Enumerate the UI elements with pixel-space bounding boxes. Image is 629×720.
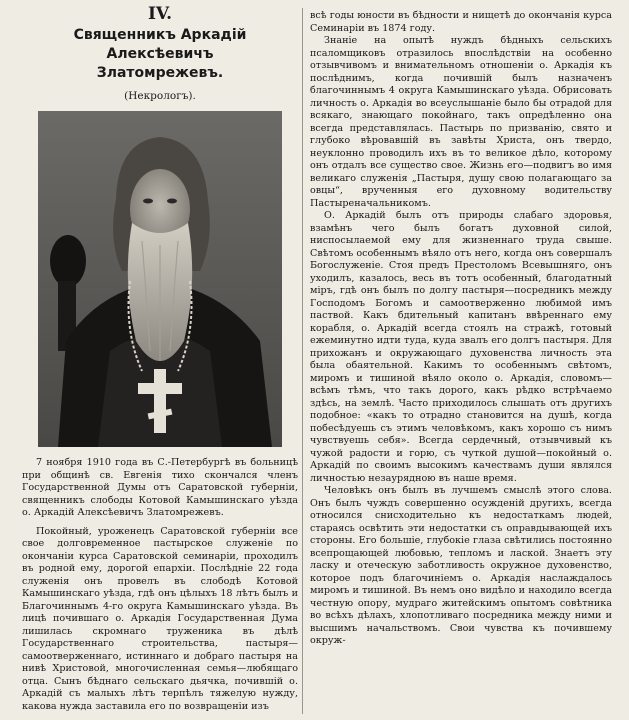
column-divider [302,8,303,714]
left-paragraph-2: Покойный, уроженецъ Саратовской губерніи все свое долговременное пастырское служеніе по окончаніи курса Саратовской семинаріи, проходилъ въ родной ему, дорогой епархіи. Послѣдніе 22 года служенія онъ провелъ въ слободѣ Котовой Камышинскаго уѣзда, гдѣ онъ цѣлыхъ 18 лѣтъ былъ и Благочиннымъ 4-го округа Камышинскаго уѣзда. Въ лицѣ почившаго о. Аркадія Государственная Дума лишилась скромнаго труженика въ дѣлѣ Государственнаго строительства, пастыря—самоотверженнаго, истиннаго и добраго пастыря на нивѣ Христовой, многочисленная семья—любящаго отца. Сынъ бѣднаго сельскаго дьячка, почившій о. Аркадій съ малыхъ лѣтъ терпѣлъ тяжелую нужду, какова нужда заставила его по возвращеніи изъ [22,525,298,712]
right-paragraph-2: Знаніе на опытѣ нуждъ бѣдныхъ сельскихъ псаломщиковъ отразилось впослѣдствіи на особенно отзывчивомъ и внимательномъ отношеніи о. Аркадія къ послѣднимъ, когда почившій былъ назначенъ благочиннымъ 4 округа Камышинскаго уѣзда. Обрисовать личность о. Аркадія во всеуслышаніе было бы отрадой для всякаго, знающаго покойнаго, такъ опредѣленно она всегда представлялась. Пастырь по призванію, свято и глубоко вѣровавшій въ завѣты Христа, онъ твердо, неуклонно проводилъ ихъ въ то великое дѣло, которому онъ отдалъ все существо свое. Жизнь его—подвигъ во имя великаго служенія „Пастыря, душу свою полагающаго за овцы“, врученныя его духовному водительству Пастыреначальникомъ. [310,35,612,209]
priest-portrait-photo [38,111,282,447]
left-column [22,4,298,713]
section-number: IV. [147,4,173,24]
right-paragraph-3: О. Аркадій былъ отъ природы слабаго здоровья, взамѣнъ чего былъ богатъ духовной силой, ниспосылаемой ему для жизненнаго труда свыше. Свѣтомъ особеннымъ вѣяло отъ него, когда онъ совершалъ Богослуженіе. Стоя предъ Престоломъ Всевышняго, онъ уходилъ, казалось, весь въ тотъ особенный, благодатный міръ, гдѣ онъ былъ по долгу пастыря—посредникъ между Господомъ Богомъ и самоотверженно любимой имъ паствой. Какъ бдительный капитанъ ввѣреннаго ему корабля, о. Аркадій всегда стоялъ на стражѣ, готовый ежеминутно идти туда, куда звалъ его долгъ пастыря. Для прихожанъ и окружающаго духовенства личность эта была обаятельной. Какимъ то особеннымъ свѣтомъ, миромъ и тишиной вѣяло около о. Аркадія, словомъ—всѣмъ тѣмъ, что такъ дорого, какъ рѣдко встрѣчаемо здѣсь, на землѣ. Часто приходилось слышать отъ другихъ подобное: «какъ то отрадно становится на душѣ, когда побесѣдуешь съ этимъ человѣкомъ, какъ хорошо съ нимъ чувствуешь себя». Всегда сердечный, отзывчивый къ чужой радости и горю, съ чуткой душой—покойный о. Аркадій по своимъ высокимъ качествамъ души являлся личностью незаурядною въ наше время. [310,210,612,484]
right-column [310,10,612,648]
right-paragraph-4: Человѣкъ онъ былъ въ лучшемъ смыслѣ этого слова. Онъ былъ чуждъ совершенно осужденій другихъ, всегда относился снисходительно къ недостаткамъ людей, стараясь освѣтить эти недостатки съ оправдывающей ихъ стороны. Его большіе, глубокіе глаза свѣтились постоянно всепрощающей любовью, тепломъ и лаской. Знаетъ эту ласку и отеческую заботливость окружное духовенство, которое подъ благочиніемъ о. Аркадія наслаждалось миромъ и тишиной. Въ немъ оно видѣло и находило всегда честную опору, мудраго житейскимъ опытомъ совѣтника во всѣхъ дѣлахъ, хлопотливаго посредника между ними и высшимъ начальствомъ. Свои чувства къ почившему окруж- [310,485,612,646]
left-paragraph-1: 7 ноября 1910 года въ С.-Петербургѣ въ больницѣ при общинѣ св. Евгенія тихо скончался членъ Государственной Думы отъ Саратовской губерніи, священникъ слободы Котовой Камышинскаго уѣзда о. Аркадій Алексѣевичъ Златомрежевъ. [22,457,298,518]
right-paragraph-1: всѣ годы юности въ бѣдности и нищетѣ до окончанія курса Семинаріи въ 1874 году. [310,10,612,34]
article-title-line1: Священникъ Аркадій Алексѣевичъ [73,27,247,62]
article-subtitle: (Некрологъ). [124,90,196,102]
article-title-line2: Златомрежевъ. [96,65,224,81]
